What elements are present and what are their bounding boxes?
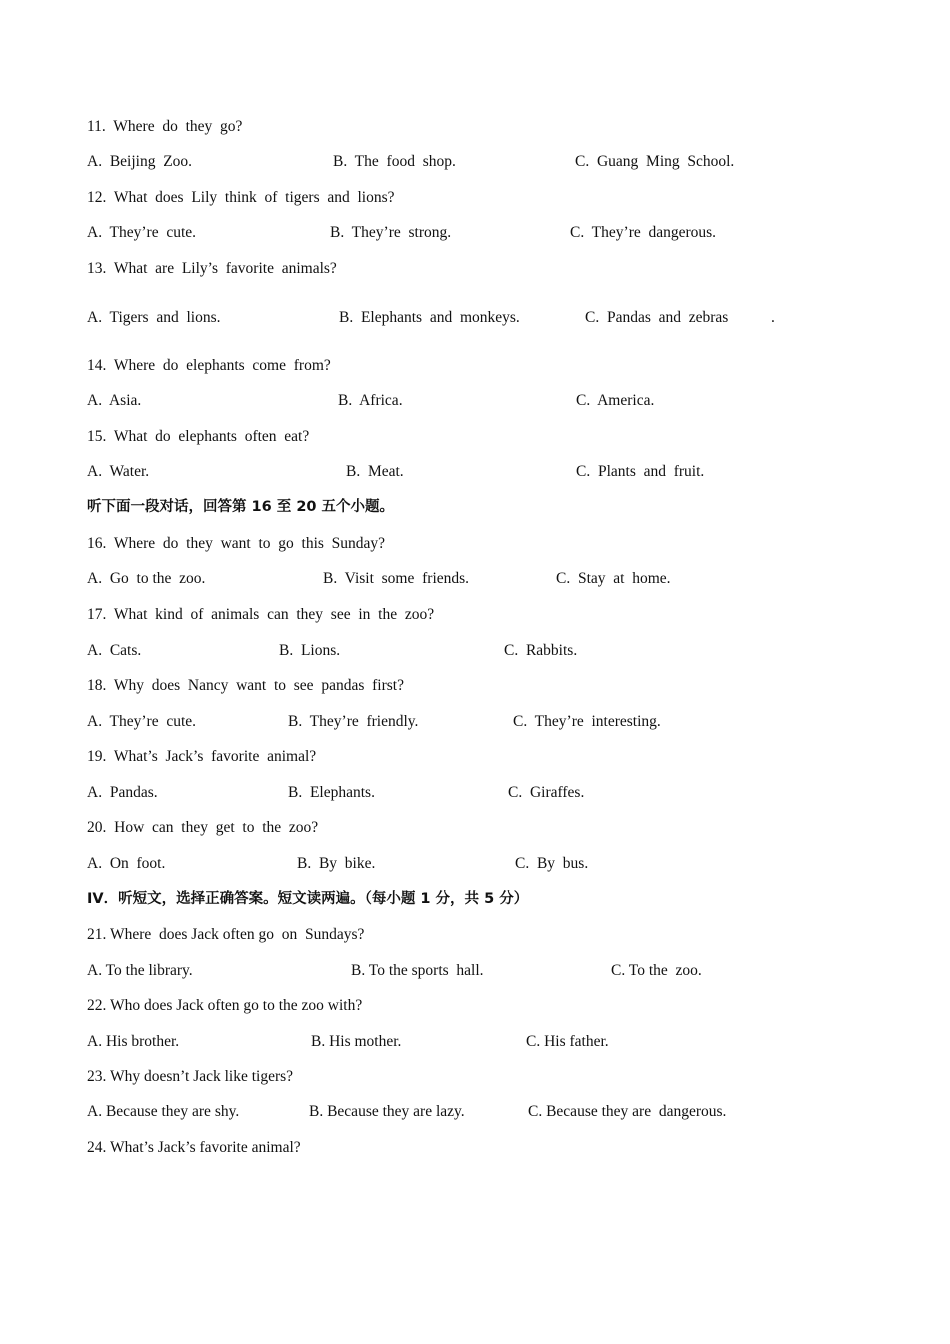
q18-option-b: B. They’re friendly. — [288, 713, 419, 730]
q17-option-a: A. Cats. — [87, 642, 142, 659]
question-11: 11. Where do they go? — [87, 118, 243, 135]
question-12: 12. What does Lily think of tigers and lions? — [87, 189, 395, 206]
q12-option-b: B. They’re strong. — [330, 224, 452, 241]
q20-option-b: B. By bike. — [297, 855, 376, 872]
q16-option-a: A. Go to the zoo. — [87, 570, 206, 587]
q20-option-a: A. On foot. — [87, 855, 166, 872]
q20-option-c: C. By bus. — [515, 855, 589, 872]
q22-option-b: B. His mother. — [311, 1033, 402, 1050]
question-24: 24. What’s Jack’s favorite animal? — [87, 1139, 301, 1156]
question-21: 21. Where does Jack often go on Sundays? — [87, 926, 365, 943]
dialogue-instruction: 听下面一段对话，回答第 16 至 20 五个小题。 — [87, 499, 395, 515]
q21-option-a: A. To the library. — [87, 962, 193, 979]
q21-option-c: C. To the zoo. — [611, 962, 702, 979]
q12-option-a: A. They’re cute. — [87, 224, 197, 241]
q23-option-c: C. Because they are dangerous. — [528, 1103, 727, 1120]
q13-option-b: B. Elephants and monkeys. — [339, 309, 520, 326]
q15-option-a: A. Water. — [87, 463, 150, 480]
question-13: 13. What are Lily’s favorite animals? — [87, 260, 337, 277]
question-19: 19. What’s Jack’s favorite animal? — [87, 748, 317, 765]
part4-instruction: IV．听短文，选择正确答案。短文读两遍。（每小题 1 分，共 5 分） — [87, 891, 529, 907]
q18-option-a: A. They’re cute. — [87, 713, 197, 730]
q15-option-c: C. Plants and fruit. — [576, 463, 705, 480]
q19-option-b: B. Elephants. — [288, 784, 375, 801]
q13-option-c: C. Pandas and zebras — [585, 309, 729, 326]
q16-option-b: B. Visit some friends. — [323, 570, 470, 587]
q19-option-a: A. Pandas. — [87, 784, 158, 801]
q11-option-b: B. The food shop. — [333, 153, 456, 170]
question-14: 14. Where do elephants come from? — [87, 357, 331, 374]
q11-option-c: C. Guang Ming School. — [575, 153, 735, 170]
q15-option-b: B. Meat. — [346, 463, 404, 480]
q13-option-c-period: . — [771, 309, 775, 326]
q23-option-a: A. Because they are shy. — [87, 1103, 240, 1120]
question-15: 15. What do elephants often eat? — [87, 428, 310, 445]
q19-option-c: C. Giraffes. — [508, 784, 585, 801]
q17-option-b: B. Lions. — [279, 642, 341, 659]
q12-option-c: C. They’re dangerous. — [570, 224, 717, 241]
q22-option-c: C. His father. — [526, 1033, 609, 1050]
q16-option-c: C. Stay at home. — [556, 570, 671, 587]
q14-option-b: B. Africa. — [338, 392, 403, 409]
question-17: 17. What kind of animals can they see in the zoo? — [87, 606, 435, 623]
q23-option-b: B. Because they are lazy. — [309, 1103, 465, 1120]
q11-option-a: A. Beijing Zoo. — [87, 153, 193, 170]
q17-option-c: C. Rabbits. — [504, 642, 578, 659]
q18-option-c: C. They’re interesting. — [513, 713, 661, 730]
q14-option-a: A. Asia. — [87, 392, 142, 409]
question-16: 16. Where do they want to go this Sunday? — [87, 535, 386, 552]
question-20: 20. How can they get to the zoo? — [87, 819, 319, 836]
q13-option-a: A. Tigers and lions. — [87, 309, 221, 326]
q14-option-c: C. America. — [576, 392, 655, 409]
question-22: 22. Who does Jack often go to the zoo with? — [87, 997, 363, 1014]
q21-option-b: B. To the sports hall. — [351, 962, 484, 979]
question-23: 23. Why doesn’t Jack like tigers? — [87, 1068, 294, 1085]
q22-option-a: A. His brother. — [87, 1033, 180, 1050]
question-18: 18. Why does Nancy want to see pandas first? — [87, 677, 404, 694]
